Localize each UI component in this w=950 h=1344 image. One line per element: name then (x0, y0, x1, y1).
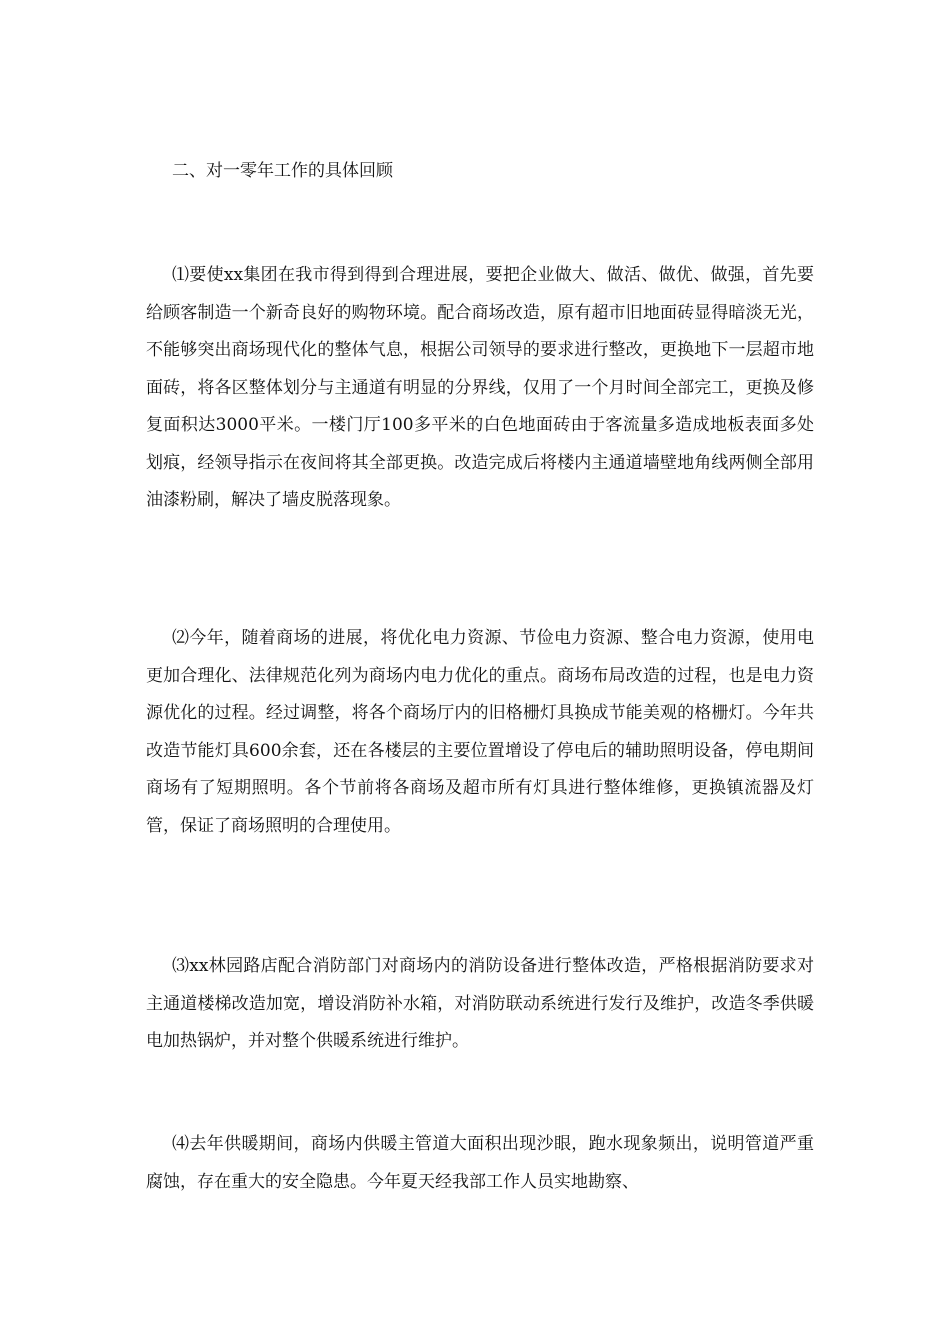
paragraph-4: ⑷去年供暖期间，商场内供暖主管道大面积出现沙眼，跑水现象频出，说明管道严重腐蚀，存在重大的安全隐患。今年夏天经我部工作人员实地勘察、 (146, 1134, 814, 1192)
paragraph-1: ⑴要使xx集团在我市得到得到合理进展，要把企业做大、做活、做优、做强，首先要给顾客制造一个新奇良好的购物环境。配合商场改造，原有超市旧地面砖显得暗淡无光，不能够突出商场现代化的整体气息，根据公司领导的要求进行整改，更换地下一层超市地面砖，将各区整体划分与主通道有明显的分界线，仅用了一个月时间全部完工，更换及修复面积达3000平米。一楼门厅100多平米的白色地面砖由于客流量多造成地板表面多处划痕，经领导指示在夜间将其全部更换。改造完成后将楼内主通道墙壁地角线两侧全部用油漆粉刷，解决了墙皮脱落现象。 (146, 265, 814, 510)
section-heading: 二、对一零年工作的具体回顾 (172, 161, 393, 181)
paragraph-3: ⑶xx林园路店配合消防部门对商场内的消防设备进行整体改造，严格根据消防要求对主通道楼梯改造加宽，增设消防补水箱，对消防联动系统进行发行及维护，改造冬季供暖电加热锅炉，并对整个供暖系统进行维护。 (146, 956, 814, 1051)
paragraph-2: ⑵今年，随着商场的进展，将优化电力资源、节俭电力资源、整合电力资源，使用电更加合理化、法律规范化列为商场内电力优化的重点。商场布局改造的过程，也是电力资源优化的过程。经过调整，将各个商场厅内的旧格栅灯具换成节能美观的格栅灯。今年共改造节能灯具600余套，还在各楼层的主要位置增设了停电后的辅助照明设备，停电期间商场有了短期照明。各个节前将各商场及超市所有灯具进行整体维修，更换镇流器及灯管，保证了商场照明的合理使用。 (146, 628, 814, 836)
